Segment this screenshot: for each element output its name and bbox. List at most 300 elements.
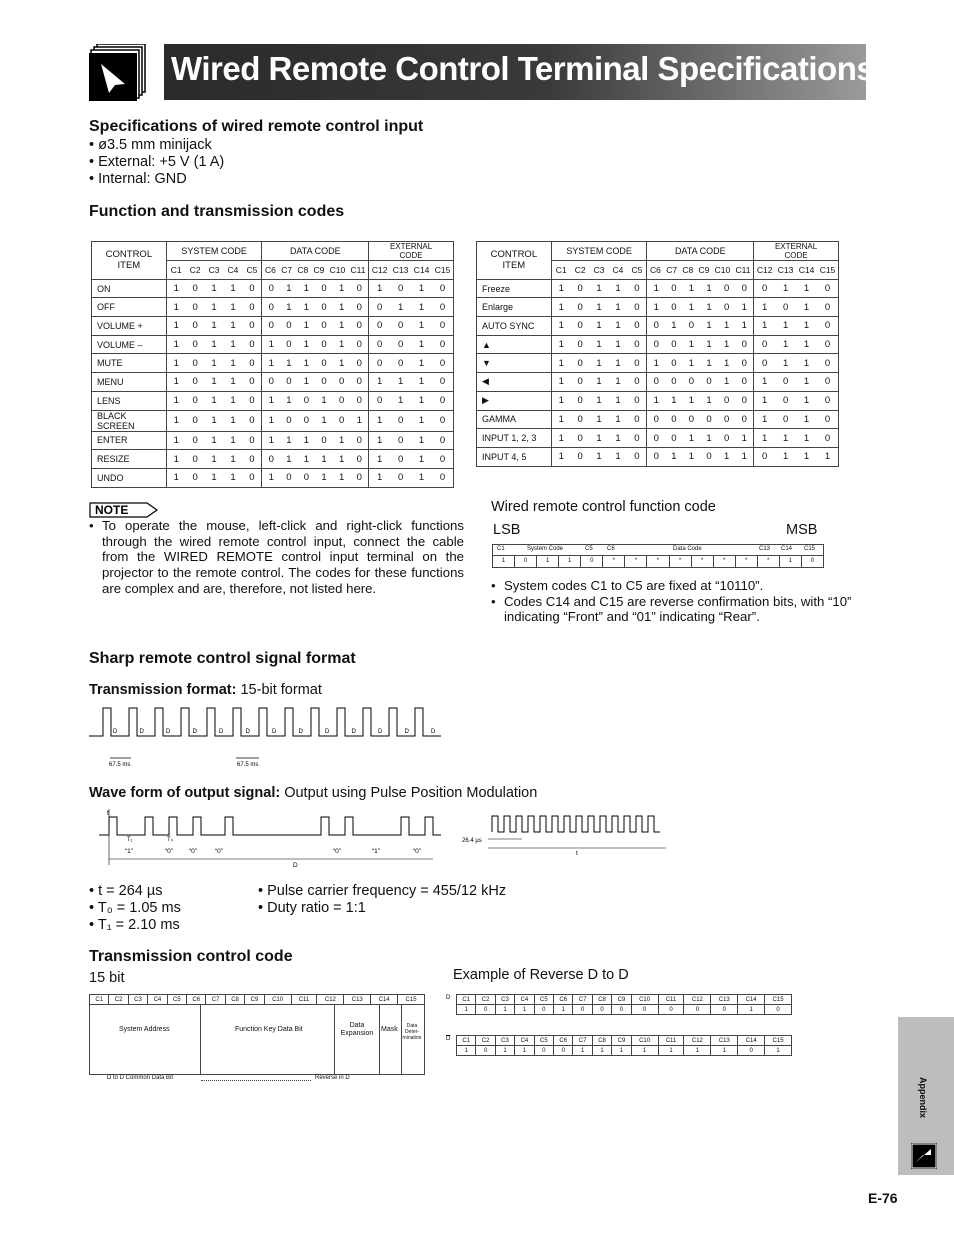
codes-table-left [91,241,454,488]
bit-cell [754,429,839,448]
bit: 1 [706,395,712,407]
column-header: C14 [798,264,815,275]
bit: 1 [558,413,564,425]
bit: 1 [761,301,768,313]
bit: 0 [577,376,583,388]
control-code-diagram [89,994,425,1084]
bit: 1 [303,320,310,332]
bit: 0 [268,283,274,295]
tx-format-diagram [89,700,449,775]
bit-value: 1 [592,1046,611,1056]
bit: 1 [286,453,292,465]
column-header: C8 [225,995,244,1005]
common-label: D to D Common Data Bit [107,1075,174,1081]
bit: 1 [376,415,383,426]
bit-value: 0 [592,1005,611,1015]
control-item: Freeze [477,279,552,298]
d-mark: D [166,729,171,735]
bit: 0 [761,451,768,463]
bit: 1 [688,395,695,407]
bit: 0 [397,320,404,332]
bit: 0 [286,472,292,484]
column-header: C11 [658,995,684,1005]
bit-cell [647,335,754,354]
bit: 1 [321,453,327,465]
bit-cell [647,317,754,336]
bit: 1 [596,432,602,444]
bit: 1 [596,283,602,295]
bit: 0 [634,283,640,295]
column-header: C3 [128,995,147,1005]
bit: 1 [339,434,345,446]
bit: 1 [596,451,602,463]
bit: 0 [741,357,747,369]
us-label: 26.4 µs [462,838,482,844]
control-item: RESIZE [92,450,167,469]
bit-cell [551,429,647,448]
column-header: C2 [476,1036,495,1046]
bit: 0 [577,283,583,295]
bit: 1 [558,357,564,369]
bit: 1 [268,472,274,484]
bit: 0 [321,283,327,295]
bit-cell [754,298,839,317]
fc-value: 0 [581,556,603,567]
column-header: C14 [371,995,398,1005]
fc-value: 0 [810,558,815,564]
bit-value: 0 [534,1046,553,1056]
column-header: C14 [413,264,430,275]
column-header: C12 [756,264,773,275]
bit: 1 [724,451,730,463]
control-item: ▶ [477,391,552,410]
bit: 1 [418,320,425,332]
bit: 0 [741,413,747,425]
column-header: C7 [573,1036,592,1046]
bit: 1 [724,320,730,332]
table-row [477,447,839,466]
bit: 1 [558,451,564,463]
column-header: C2 [574,264,586,275]
t-label: t [107,810,109,817]
fc-value: 1 [780,556,802,567]
bit-value: 0 [554,1046,573,1056]
column-header: C5 [246,264,258,275]
control-code-heading: Transmission control code [89,948,293,965]
bit: 0 [397,339,404,351]
bit-value: 0 [684,1005,711,1015]
table-row [477,410,839,429]
external-code-header: EXTERNAL CODE [754,242,839,261]
bit: 1 [706,357,712,369]
appendix-label: Appendix [918,1077,928,1119]
bit: 1 [376,453,383,465]
bit: 1 [173,283,179,295]
bit-cell [166,317,262,336]
tx-format [89,682,322,698]
bit: 0 [761,283,768,295]
d-label: D [293,862,298,869]
bit: 1 [615,413,621,425]
bit: 1 [211,434,217,446]
data-determination-label: Data Deter- mination [402,1023,422,1041]
bit: 1 [688,432,695,444]
bit: 0 [439,395,446,407]
bit: 0 [397,434,404,446]
page-number: E-76 [868,1190,898,1206]
bit-cell [369,317,454,336]
control-item: UNDO [92,468,167,487]
bit: 1 [230,283,236,295]
bit: 0 [706,413,712,425]
bit: 1 [782,339,789,351]
bit: 0 [303,415,310,426]
bit: 0 [376,395,383,407]
bit-cell [551,335,647,354]
bit: 1 [376,376,383,388]
bit: 0 [688,376,695,388]
bit: 0 [192,395,198,407]
bit: 0 [824,320,831,332]
bit: 1 [418,357,425,369]
column-header: C1 [457,995,476,1005]
bit: 0 [321,376,327,388]
column-header: C4 [515,995,534,1005]
column-header: C14 [738,995,765,1005]
system-code-header: SYSTEM CODE [551,242,647,261]
bit: 1 [596,357,602,369]
column-header: C15 [765,995,792,1005]
bit-cell [369,354,454,373]
bit: 0 [303,395,310,407]
bit: 0 [286,320,292,332]
bit-cell [551,279,647,298]
bit: 0 [782,395,789,407]
reverse-example-title: Example of Reverse D to D [453,967,629,983]
bit-value: 1 [658,1046,684,1056]
control-item: VOLUME – [92,335,167,354]
fc-value: 1 [537,556,559,567]
bit: 1 [211,472,217,484]
bit-cell [754,279,839,298]
note-label: NOTE [95,503,129,517]
column-header: C10 [631,995,658,1005]
bit-cell [647,429,754,448]
bit: 0 [439,283,446,295]
bit: 1 [339,320,345,332]
codes-table [476,241,839,467]
bit: 0 [634,395,640,407]
bit: 0 [192,357,198,369]
table-row [92,468,454,487]
bit: 0 [671,357,677,369]
column-header: C2 [189,264,201,275]
ms-label: 67.5 ms [237,762,259,768]
bit-cell [166,354,262,373]
bit: 1 [724,339,730,351]
bit: 1 [706,320,712,332]
bit: 1 [688,357,695,369]
bit: 0 [321,320,327,332]
column-header: C13 [392,264,409,275]
bit: 0 [192,472,198,484]
bit: 1 [803,357,810,369]
bit-cell [551,317,647,336]
bit: 1 [824,451,831,463]
column-header: C3 [593,264,605,275]
ms-label: 67.5 ms [109,762,131,768]
bit: 1 [782,320,789,332]
bit-label: “0” [165,848,173,855]
bit: 0 [824,395,831,407]
bit: 0 [356,357,362,369]
data-code-header: DATA CODE [647,242,754,261]
bit: 0 [439,320,446,332]
bit: 1 [339,453,345,465]
bit-cell [369,431,454,450]
bit-cell [647,373,754,392]
bit: 1 [782,357,789,369]
control-code-sub: 15 bit [89,970,125,986]
bit: 1 [688,283,695,295]
bit-cell [262,410,369,431]
column-header: C13 [711,1036,738,1046]
table-row [477,279,839,298]
column-header: C8 [682,264,694,275]
column-header: C15 [765,1036,792,1046]
bit-value: 1 [684,1046,711,1056]
bit: 1 [173,320,179,332]
bit: 0 [634,413,640,425]
fc-label: C5 [585,546,593,552]
note-body: • To operate the mouse, left-click and right-click functions through the wired remote control input, connect the cable from the WIRED REMOTE control input terminal on the projector to the remote control. The codes for these functions are complex and are, therefore, not listed here. [89,518,464,596]
bit: 1 [558,432,564,444]
control-item: OFF [92,298,167,317]
bit: 1 [173,339,179,351]
control-item: GAMMA [477,410,552,429]
table-row [92,335,454,354]
bit: 0 [339,395,345,407]
control-item: BLACK SCREEN [92,410,167,431]
bit: 1 [376,283,383,295]
bit: 0 [741,339,747,351]
column-header: C15 [398,995,425,1005]
column-header: C3 [208,264,220,275]
bit: 1 [803,395,810,407]
bit: 1 [173,434,179,446]
bit: 1 [286,301,292,313]
table-row [477,335,839,354]
bit-cell [369,410,454,431]
table-row [477,298,839,317]
list-item: • Internal: GND [89,171,187,187]
bit: 1 [615,301,621,313]
bit: 1 [376,434,383,446]
bit: 0 [356,434,362,446]
bit-label: “0” [413,848,421,855]
bit-cell [262,279,369,298]
bit: 0 [439,339,446,351]
bit-cell [369,450,454,469]
column-header: C5 [167,995,186,1005]
bit: 1 [211,339,217,351]
bit: 1 [418,415,425,426]
bit-cell [754,335,839,354]
list-item: • Pulse carrier frequency = 455/12 kHz [258,883,507,899]
bit: 0 [653,339,659,351]
control-item: ▼ [477,354,552,373]
control-item: Enlarge [477,298,552,317]
bit: 0 [761,357,768,369]
list-item: • t = 264 µs [89,883,163,899]
bit-cell [166,468,262,487]
bit: 0 [782,376,789,388]
table-row [92,373,454,392]
control-item: ON [92,279,167,298]
bit: 1 [230,357,236,369]
control-item: VOLUME + [92,317,167,336]
bit: 1 [615,432,621,444]
bit: 0 [706,376,712,388]
table-row [92,410,454,431]
bit: 1 [397,301,404,313]
function-code-title: Wired remote control function code [491,499,716,515]
bit: 0 [249,283,255,295]
bit: 1 [321,415,327,426]
bit: 1 [286,283,292,295]
bit: 1 [418,339,425,351]
t-small-label: t [576,850,578,857]
bit: 1 [803,283,810,295]
bit: 0 [397,453,404,465]
bit: 0 [321,434,327,446]
column-header: C9 [698,264,710,275]
column-header: C12 [684,1036,711,1046]
bit: 1 [741,451,747,463]
bit-cell [647,279,754,298]
bit: 0 [376,357,383,369]
bit-value: 0 [711,1005,738,1015]
bit-cell [166,391,262,410]
bit: 1 [558,283,564,295]
bit: 0 [192,376,198,388]
column-header: C3 [495,995,514,1005]
bit-value: 1 [711,1046,738,1056]
note-text: To operate the mouse, left-click and right-click functions through the wired remote control input, connect the cable from the WIRED REMOTE control input terminal on the projector to the remote control. The codes for these functions are complex and are, therefore, not listed here. [102,518,464,596]
bit: 0 [439,357,446,369]
bit: 1 [268,434,274,446]
control-item: MENU [92,373,167,392]
d-mark: D [192,729,197,735]
bit: 0 [249,339,255,351]
column-header: C11 [658,1036,684,1046]
column-header: C7 [281,264,293,275]
fc-label: System Code [527,546,564,552]
bit: 1 [173,395,179,407]
bit: 1 [615,339,621,351]
control-item: INPUT 4, 5 [477,447,552,466]
bit: 0 [741,395,747,407]
bit: 1 [339,357,345,369]
table-row [92,317,454,336]
bit: 1 [615,283,621,295]
bit: 1 [211,376,217,388]
bit: 1 [671,320,677,332]
bit-cell [369,335,454,354]
appendix-icon [911,1143,937,1169]
column-header: C1 [90,995,109,1005]
bit: 0 [439,472,446,484]
input-specs-list [89,137,224,188]
column-header: C6 [554,995,573,1005]
bit: 1 [615,320,621,332]
bit: 0 [356,320,362,332]
bit: 1 [558,301,564,313]
list-item: • Duty ratio = 1:1 [258,900,366,916]
column-header: C4 [515,1036,534,1046]
bit: 0 [782,413,789,425]
bit-cell [754,391,839,410]
d-mark: D [113,729,118,735]
d-mark: D [431,729,436,735]
bit: 0 [192,283,198,295]
function-key-label: Function Key Data Bit [235,1026,303,1033]
column-header: C10 [264,995,291,1005]
dbar-row-label: $\overline{D}$ [446,1036,451,1042]
column-header: C1 [555,264,567,275]
bit: 1 [230,339,236,351]
bit: 1 [596,301,602,313]
bit: 0 [688,320,695,332]
bit: 0 [824,432,831,444]
bit: 0 [439,434,446,446]
bit: 1 [230,415,236,426]
control-item: ◀ [477,373,552,392]
column-header: C8 [592,1036,611,1046]
fc-value: * [736,556,758,567]
bit: 0 [671,301,677,313]
bit: 1 [653,395,659,407]
bit: 1 [303,301,310,313]
bit: 1 [418,301,425,313]
bit: 0 [439,415,446,426]
table-row [477,354,839,373]
column-header: C10 [714,264,731,275]
column-header: C14 [738,1036,765,1046]
side-tab [898,1017,954,1175]
list-item: Codes C14 and C15 are reverse confirmation bits, with “10” indicating “Front” and “01” indicating “Rear”. [504,593,852,625]
bit: 0 [671,339,677,351]
bit: 1 [321,395,327,407]
bit: 0 [671,283,677,295]
column-header: C10 [329,264,346,275]
bit: 1 [596,413,602,425]
bit: 0 [249,453,255,465]
bit: 0 [286,376,292,388]
page-title: Wired Remote Control Terminal Specifications [171,50,875,87]
column-header: C4 [612,264,624,275]
params-left [89,883,181,934]
bit: 1 [339,472,345,484]
bit: 0 [339,415,345,426]
bit: 1 [803,301,810,313]
bit: 1 [558,395,564,407]
data-code-header: DATA CODE [262,242,369,261]
fc-label: C14 [781,546,793,552]
bit: 0 [634,301,640,313]
bit: 0 [577,301,583,313]
column-header: C9 [612,995,631,1005]
